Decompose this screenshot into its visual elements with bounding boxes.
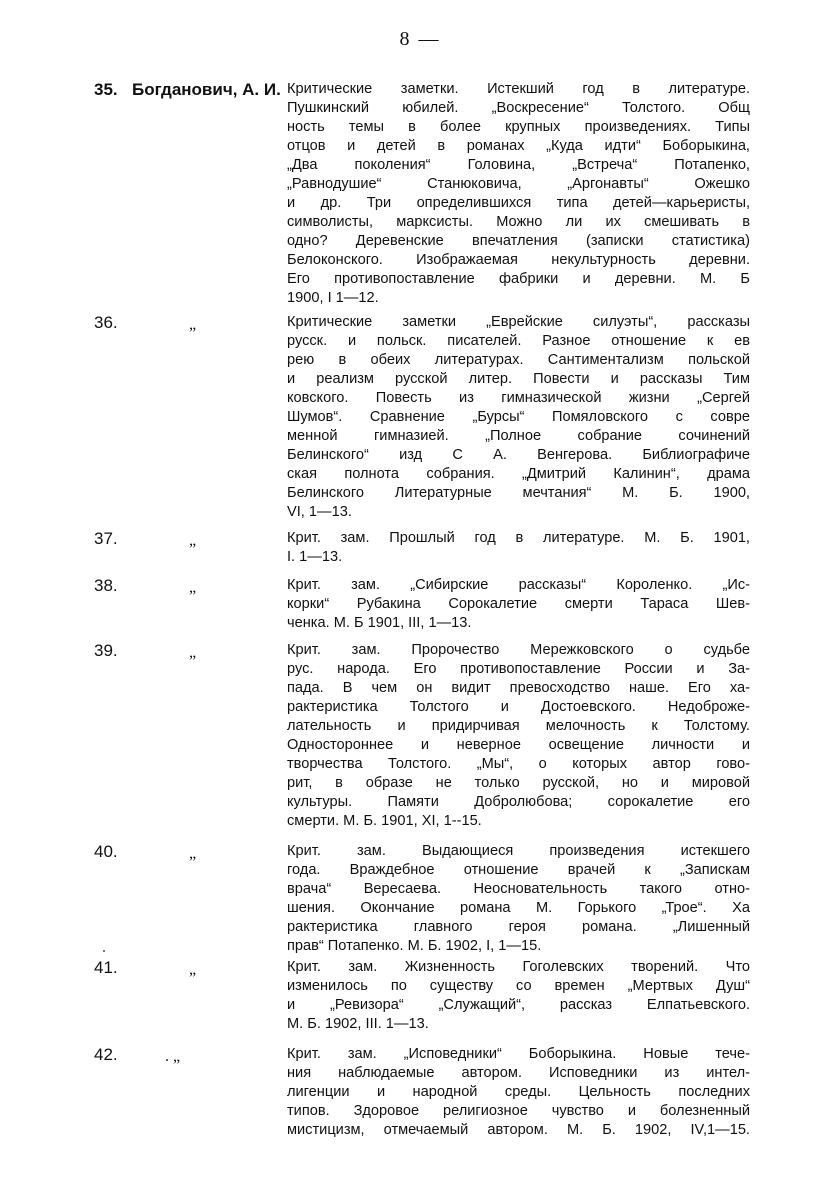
entry-line: и реализм русской литер. Повести и рассказы Тим — [287, 371, 750, 387]
entry-line: и др. Три определившихся типа детей—карьеристы, — [287, 195, 750, 211]
entry-line: Крит. зам. Жизненность Гоголевских творений. Что — [287, 959, 750, 975]
entry-line: Крит. зам. Пророчество Мережковского о судьбе — [287, 642, 750, 658]
ditto-mark: „ — [189, 316, 197, 333]
entry-line: прав“ Потапенко. М. Б. 1902, I, 1—15. — [287, 938, 542, 954]
entry-text — [287, 1045, 750, 1140]
entry-line: рус. народа. Его противопоставление России и За- — [287, 661, 750, 677]
ditto-mark: „ — [189, 579, 197, 596]
entry-line: ния наблюдаемые автором. Исповедники из интел- — [287, 1065, 750, 1081]
entry-line: ская полнота собрания. „Дмитрий Калинин“, драма — [287, 466, 750, 482]
entry-line: врача“ Вересаева. Неосновательность такого отно- — [287, 881, 750, 897]
entry-line: Крит. зам. Выдающиеся произведения истекшего — [287, 843, 750, 859]
entry-text — [287, 576, 750, 633]
scan-speck — [103, 950, 105, 952]
entry-number: 42. — [94, 1045, 118, 1064]
entry-line: Шумов“. Сравнение „Бурсы“ Помяловского с совре — [287, 409, 750, 425]
entry-line: М. Б. 1902, III. 1—13. — [287, 1016, 429, 1032]
entry-text — [287, 958, 750, 1034]
entry-line: смерти. М. Б. 1901, XI, 1--15. — [287, 813, 482, 829]
entry-line: ковского. Повесть из гимназической жизни „Сергей — [287, 390, 750, 406]
entry-number: 39. — [94, 641, 118, 660]
entry-author: Богданович, А. И. — [132, 80, 281, 99]
entry-line: рактеристика главного героя романа. „Лишенный — [287, 919, 750, 935]
entry-text — [287, 842, 750, 956]
entry-line: года. Враждебное отношение врачей к „Запискам — [287, 862, 750, 878]
entry-line: лигенции и народной среды. Цельность последних — [287, 1084, 750, 1100]
entry-line: творчества Толстого. „Мы“, о которых автор гово- — [287, 756, 750, 772]
entry-line: шения. Окончание романа М. Горького „Трое“. Ха — [287, 900, 750, 916]
entry-line: русск. и польск. писателей. Разное отношение к ев — [287, 333, 750, 349]
entry-line: Критические заметки „Еврейские силуэты“, рассказы — [287, 314, 750, 330]
entry-number: 41. — [94, 958, 118, 977]
entry-number: 38. — [94, 576, 118, 595]
entry-line: рит, в образе не только русской, но и мировой — [287, 775, 750, 791]
entry-line: рею в обеих литературах. Сантиментализм польской — [287, 352, 750, 368]
entry-line: пада. В чем он видит превосходство наше. Его ха- — [287, 680, 750, 696]
entry-line: мистицизм, отмечаемый автором. М. Б. 1902, IV,1—15. — [287, 1122, 750, 1138]
entry-line: Пушкинский юбилей. „Воскресение“ Толстого. Общ — [287, 100, 750, 116]
entry-line: Белоконского. Изображаемая некультурность деревни. — [287, 252, 750, 268]
entry-text — [287, 529, 750, 567]
ditto-mark: „ — [189, 845, 197, 862]
entry-line: Белинского Литературные мечтания“ М. Б. 1900, — [287, 485, 750, 501]
entry-line: менной гимназией. „Полное собрание сочинений — [287, 428, 750, 444]
ditto-mark: . „ — [165, 1048, 181, 1065]
entry-number: 35. — [94, 80, 118, 99]
entry-number: 40. — [94, 842, 118, 861]
entry-line: I. 1—13. — [287, 549, 343, 565]
entry-line: символисты, марксисты. Можно ли их смешивать в — [287, 214, 750, 230]
entry-line: ность темы в более крупных произведениях. Типы — [287, 119, 750, 135]
entry-line: и „Ревизора“ „Служащий“, рассказ Елпатьевского. — [287, 997, 750, 1013]
ditto-mark: „ — [189, 644, 197, 661]
entry-line: 1900, I 1—12. — [287, 290, 379, 306]
entry-line: отцов и детей в романах „Куда идти“ Боборыкина, — [287, 138, 750, 154]
entry-line: ченка. М. Б 1901, III, 1—13. — [287, 615, 472, 631]
entry-line: Одностороннее и неверное освещение личности и — [287, 737, 750, 753]
entry-line: корки“ Рубакина Сорокалетие смерти Тараса Шев- — [287, 596, 750, 612]
entry-number: 37. — [94, 529, 118, 548]
entry-line: Белинского“ изд С А. Венгерова. Библиографиче — [287, 447, 750, 463]
entry-number: 36. — [94, 313, 118, 332]
entry-line: Критические заметки. Истекший год в литературе. — [287, 81, 750, 97]
entry-line: рактеристика Толстого и Достоевского. Недоброже- — [287, 699, 750, 715]
entry-line: VI, 1—13. — [287, 504, 352, 520]
entry-line: Крит. зам. „Сибирские рассказы“ Короленко. „Ис- — [287, 577, 750, 593]
entry-line: типов. Здоровое религиозное чувство и болезненный — [287, 1103, 750, 1119]
entry-line: культуры. Памяти Добролюбова; сорокалетие его — [287, 794, 750, 810]
entry-line: изменилось по существу со времен „Мертвых Душ“ — [287, 978, 750, 994]
entry-text — [287, 641, 750, 831]
entry-line: Крит. зам. „Исповедники“ Боборыкина. Новые тече- — [287, 1046, 750, 1062]
entry-text — [287, 313, 750, 522]
entry-line: одно? Деревенские впечатления (записки статистика) — [287, 233, 750, 249]
entry-text — [287, 80, 750, 308]
entry-line: Крит. зам. Прошлый год в литературе. М. Б. 1901, — [287, 530, 750, 546]
entry-line: лательность и придирчивая мелочность к Толстому. — [287, 718, 750, 734]
page-number: 8 — — [399, 28, 441, 50]
ditto-mark: „ — [189, 961, 197, 978]
entry-line: Его противопоставление фабрики и деревни. М. Б — [287, 271, 750, 287]
ditto-mark: „ — [189, 532, 197, 549]
entry-line: „Равнодушие“ Станюковича, „Аргонавты“ Ожешко — [287, 176, 750, 192]
entry-line: „Два поколения“ Головина, „Встреча“ Потапенко, — [287, 157, 750, 173]
